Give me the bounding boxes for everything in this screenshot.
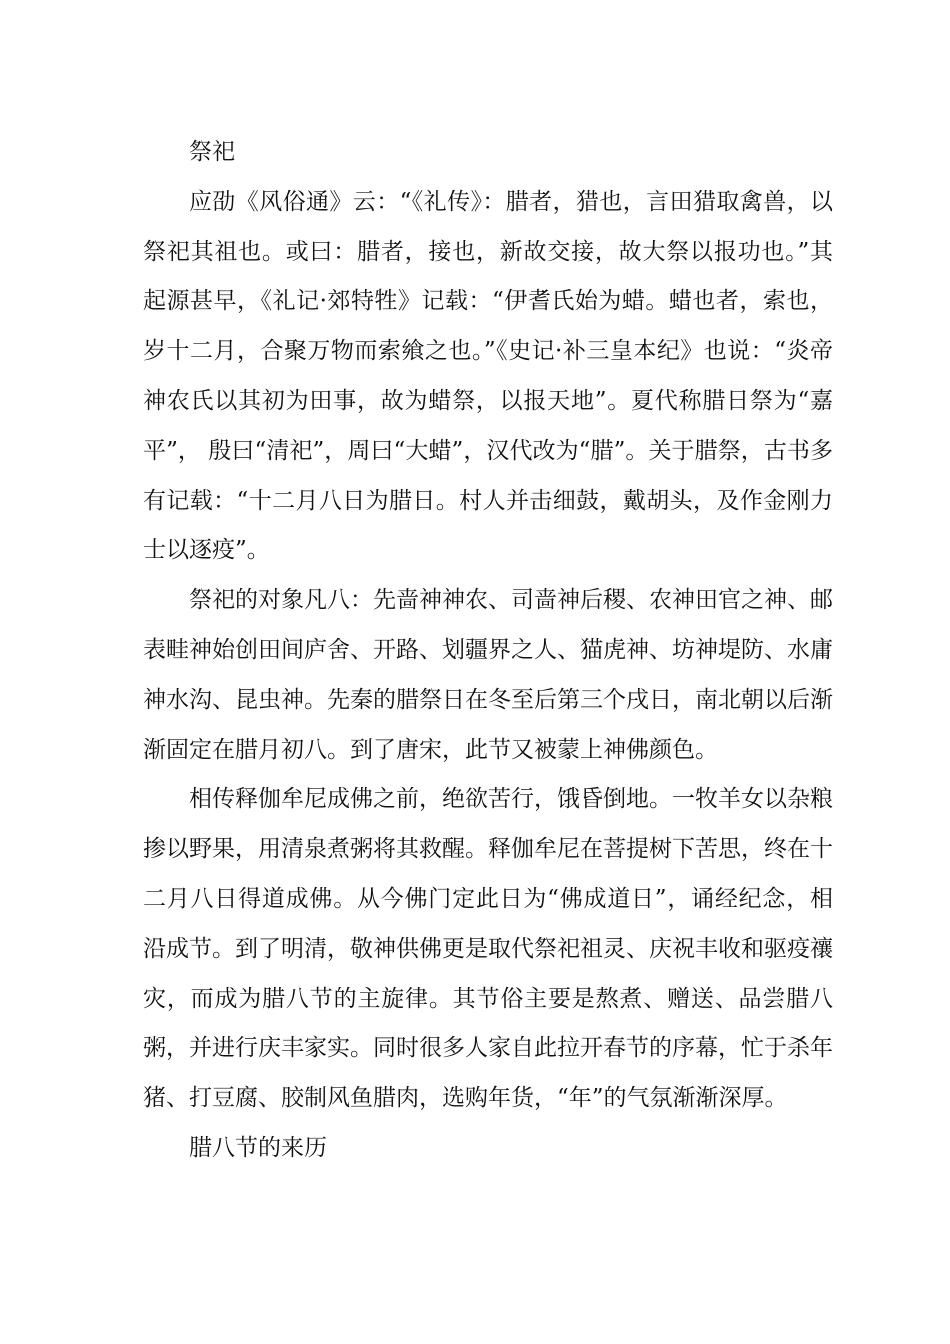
paragraph-buddha-legend: 相传释伽牟尼成佛之前，绝欲苦行，饿昏倒地。一牧羊女以杂粮掺以野果，用清泉煮粥将其救醒。释伽牟尼在菩提树下苦思，终在十二月八日得道成佛。从今佛门定此日为“佛成道日”，诵经纪念，相沿成节。到了明清，敬神供佛更是取代祭祀祖灵、庆祝丰收和驱疫禳灾，而成为腊八节的主旋律。其节俗主要是熬煮、赠送、品尝腊八粥，并进行庆丰家实。同时很多人家自此拉开春节的序幕，忙于杀年猪、打豆腐、胶制风鱼腊肉，选购年货，“年”的气氛渐渐深厚。	[143, 786, 833, 1112]
paragraph-objects: 祭祀的对象凡八：先啬神神农、司啬神后稷、农神田官之神、邮表畦神始创田间庐舍、开路、划疆界之人、猫虎神、坊神堤防、水庸神水沟、昆虫神。先秦的腊祭日在冬至后第三个戌日，南北朝以后渐渐固定在腊月初八。到了唐宋，此节又被蒙上神佛颜色。	[143, 587, 833, 763]
document-body	[143, 128, 833, 1174]
section-heading-sacrifice: 祭祀	[189, 139, 235, 165]
section-heading-laba-origin: 腊八节的来历	[189, 1134, 327, 1161]
paragraph-origin: 应劭《风俗通》云：“《礼传》：腊者，猎也，言田猎取禽兽，以祭祀其祖也。或曰：腊者，接也，新故交接，故大祭以报功也。”其起源甚早，《礼记·郊特牲》记载：“伊耆氏始为蜡。蜡也者，索也，岁十二月，合聚万物而索飨之也。”《史记·补三皇本纪》也说：“炎帝神农氏以其初为田事，故为蜡祭，以报天地”。夏代称腊日祭为“嘉平”， 殷曰“清祀”，周曰“大蜡”，汉代改为“腊”。关于腊祭，古书多有记载：“十二月八日为腊日。村人并击细鼓，戴胡头，及作金刚力士以逐疫”。	[143, 188, 833, 564]
